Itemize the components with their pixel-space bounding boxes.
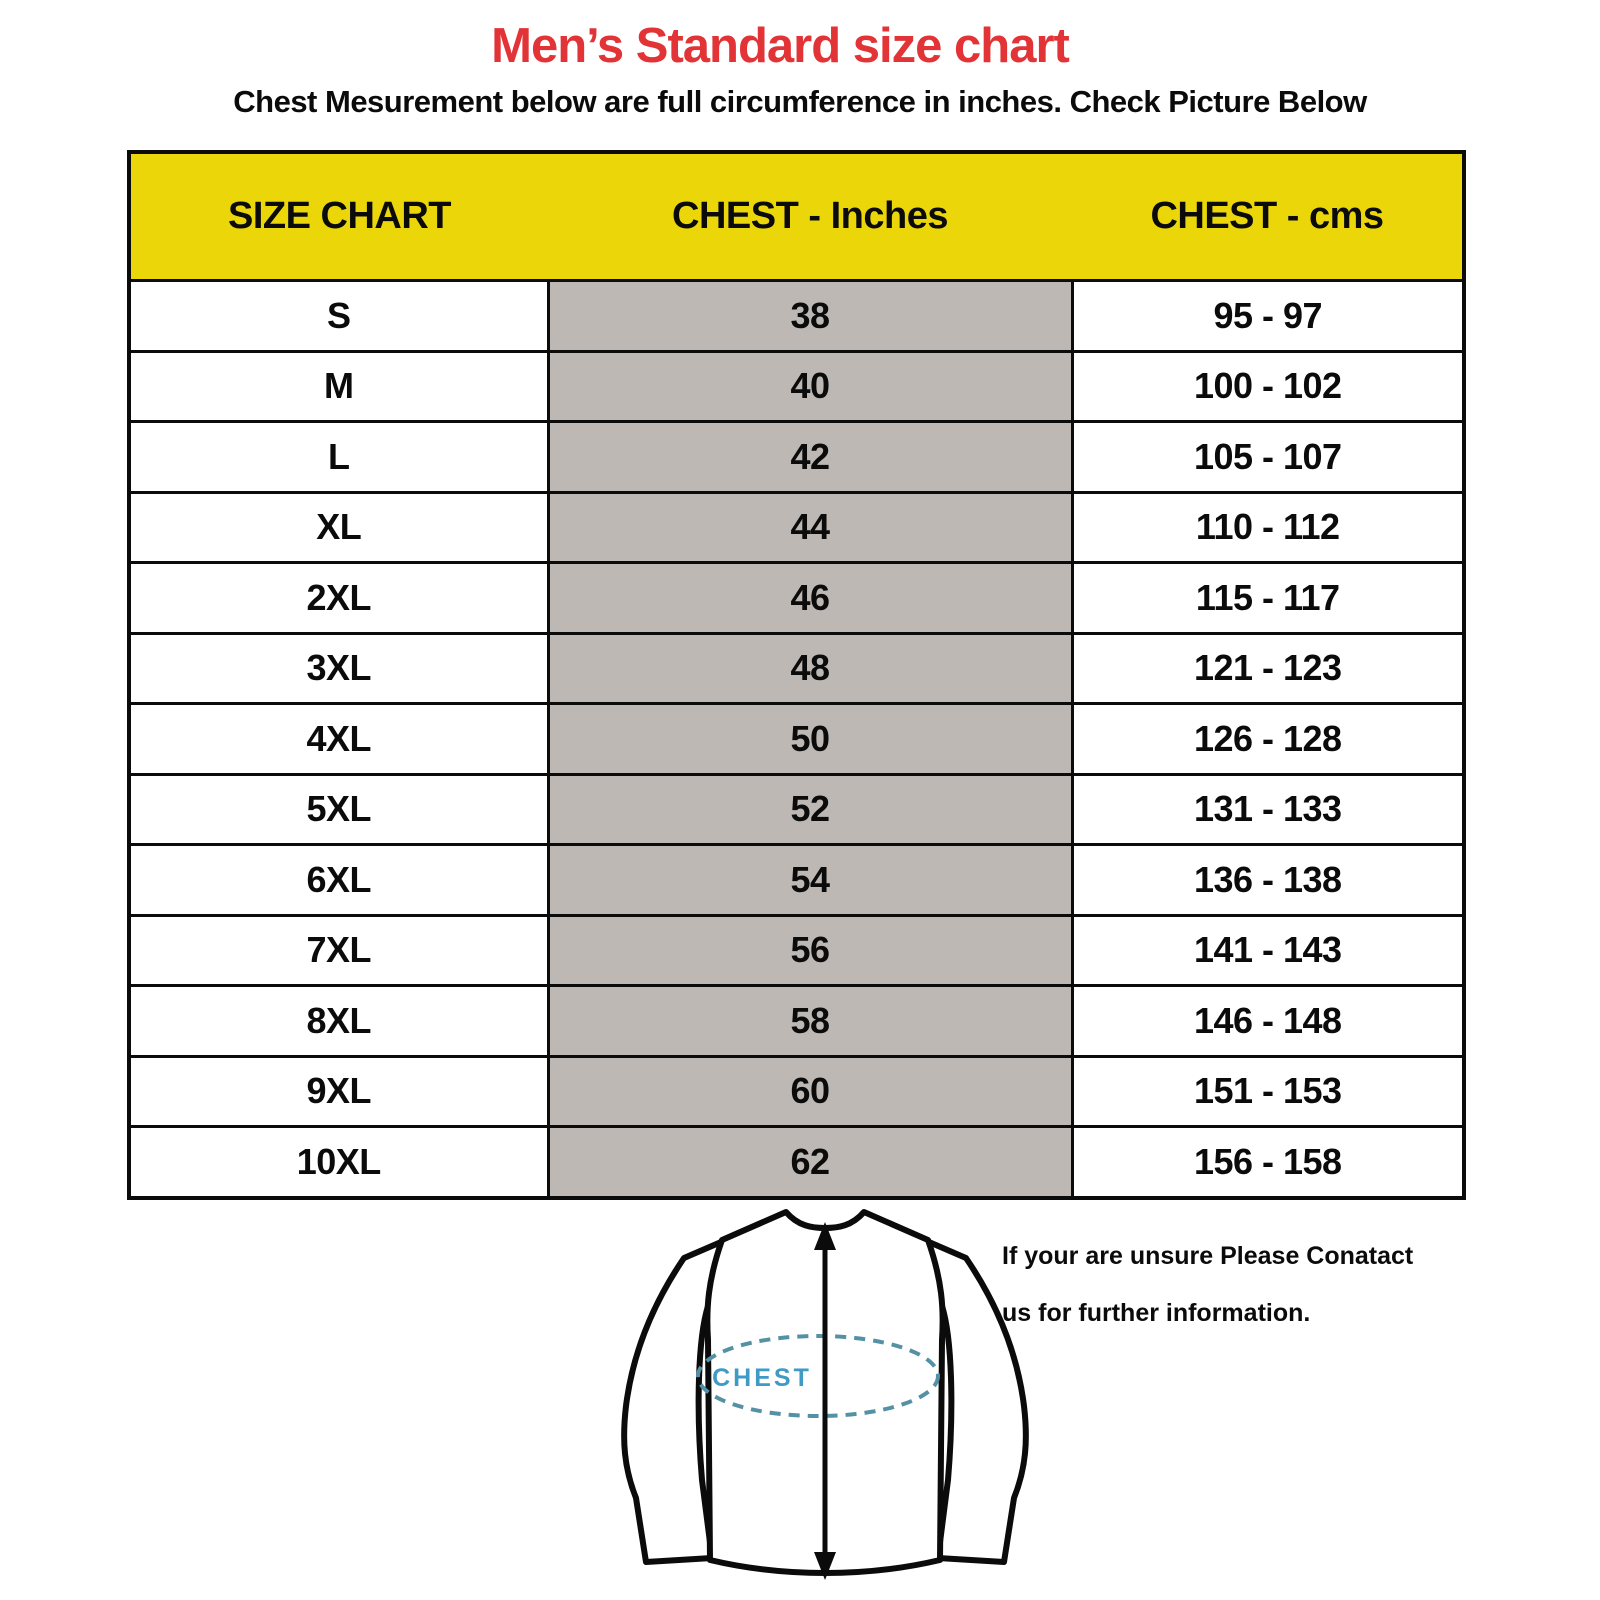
- chest-cms-cell: 131 - 133: [1072, 774, 1464, 845]
- table-row: [129, 422, 1464, 493]
- chest-cms-cell: 146 - 148: [1072, 986, 1464, 1057]
- size-cell: 6XL: [129, 845, 548, 916]
- table-row: [129, 281, 1464, 352]
- size-table-body: [129, 281, 1464, 1198]
- table-row: [129, 351, 1464, 422]
- chest-cms-cell: 100 - 102: [1072, 351, 1464, 422]
- table-row: [129, 1056, 1464, 1127]
- size-cell: 7XL: [129, 915, 548, 986]
- chest-cms-cell: 141 - 143: [1072, 915, 1464, 986]
- table-row: [129, 492, 1464, 563]
- size-cell: 3XL: [129, 633, 548, 704]
- size-cell: S: [129, 281, 548, 352]
- contact-note-line1: If your are unsure Please Conatact: [1002, 1242, 1414, 1270]
- page-subtitle: Chest Mesurement below are full circumference in inches. Check Picture Below: [233, 84, 1367, 119]
- size-cell: 10XL: [129, 1127, 548, 1198]
- table-row: [129, 986, 1464, 1057]
- size-cell: L: [129, 422, 548, 493]
- chest-inches-cell: 46: [548, 563, 1072, 634]
- chest-cms-cell: 136 - 138: [1072, 845, 1464, 916]
- chest-cms-cell: 151 - 153: [1072, 1056, 1464, 1127]
- table-row: [129, 774, 1464, 845]
- size-cell: M: [129, 351, 548, 422]
- table-row: [129, 845, 1464, 916]
- table-row: [129, 1127, 1464, 1198]
- table-row: [129, 633, 1464, 704]
- table-row: [129, 915, 1464, 986]
- measurement-figure: [590, 1188, 1060, 1598]
- size-chart-table: [127, 150, 1466, 1200]
- chest-inches-cell: 62: [548, 1127, 1072, 1198]
- chest-inches-cell: 58: [548, 986, 1072, 1057]
- jacket-illustration: [590, 1188, 1060, 1598]
- size-cell: XL: [129, 492, 548, 563]
- chest-inches-cell: 38: [548, 281, 1072, 352]
- chest-cms-cell: 115 - 117: [1072, 563, 1464, 634]
- chest-cms-cell: 110 - 112: [1072, 492, 1464, 563]
- chest-inches-cell: 54: [548, 845, 1072, 916]
- contact-note: [1002, 1228, 1442, 1342]
- header-chest-cms: CHEST - cms: [1072, 152, 1464, 281]
- chest-cms-cell: 95 - 97: [1072, 281, 1464, 352]
- page-title: Men’s Standard size chart: [491, 19, 1069, 73]
- size-cell: 9XL: [129, 1056, 548, 1127]
- chest-inches-cell: 40: [548, 351, 1072, 422]
- chest-inches-cell: 42: [548, 422, 1072, 493]
- chest-inches-cell: 60: [548, 1056, 1072, 1127]
- chest-label: CHEST: [712, 1364, 812, 1392]
- size-cell: 8XL: [129, 986, 548, 1057]
- table-row: [129, 704, 1464, 775]
- chest-inches-cell: 48: [548, 633, 1072, 704]
- chest-inches-cell: 44: [548, 492, 1072, 563]
- chest-cms-cell: 126 - 128: [1072, 704, 1464, 775]
- size-cell: 4XL: [129, 704, 548, 775]
- chest-cms-cell: 156 - 158: [1072, 1127, 1464, 1198]
- header-chest-inches: CHEST - Inches: [548, 152, 1072, 281]
- chest-inches-cell: 52: [548, 774, 1072, 845]
- contact-note-line2: us for further information.: [1002, 1299, 1311, 1327]
- chest-cms-cell: 121 - 123: [1072, 633, 1464, 704]
- table-header-row: [129, 152, 1464, 281]
- header-size-chart: SIZE CHART: [129, 152, 548, 281]
- chest-inches-cell: 50: [548, 704, 1072, 775]
- chest-inches-cell: 56: [548, 915, 1072, 986]
- table-row: [129, 563, 1464, 634]
- size-cell: 2XL: [129, 563, 548, 634]
- chest-cms-cell: 105 - 107: [1072, 422, 1464, 493]
- size-cell: 5XL: [129, 774, 548, 845]
